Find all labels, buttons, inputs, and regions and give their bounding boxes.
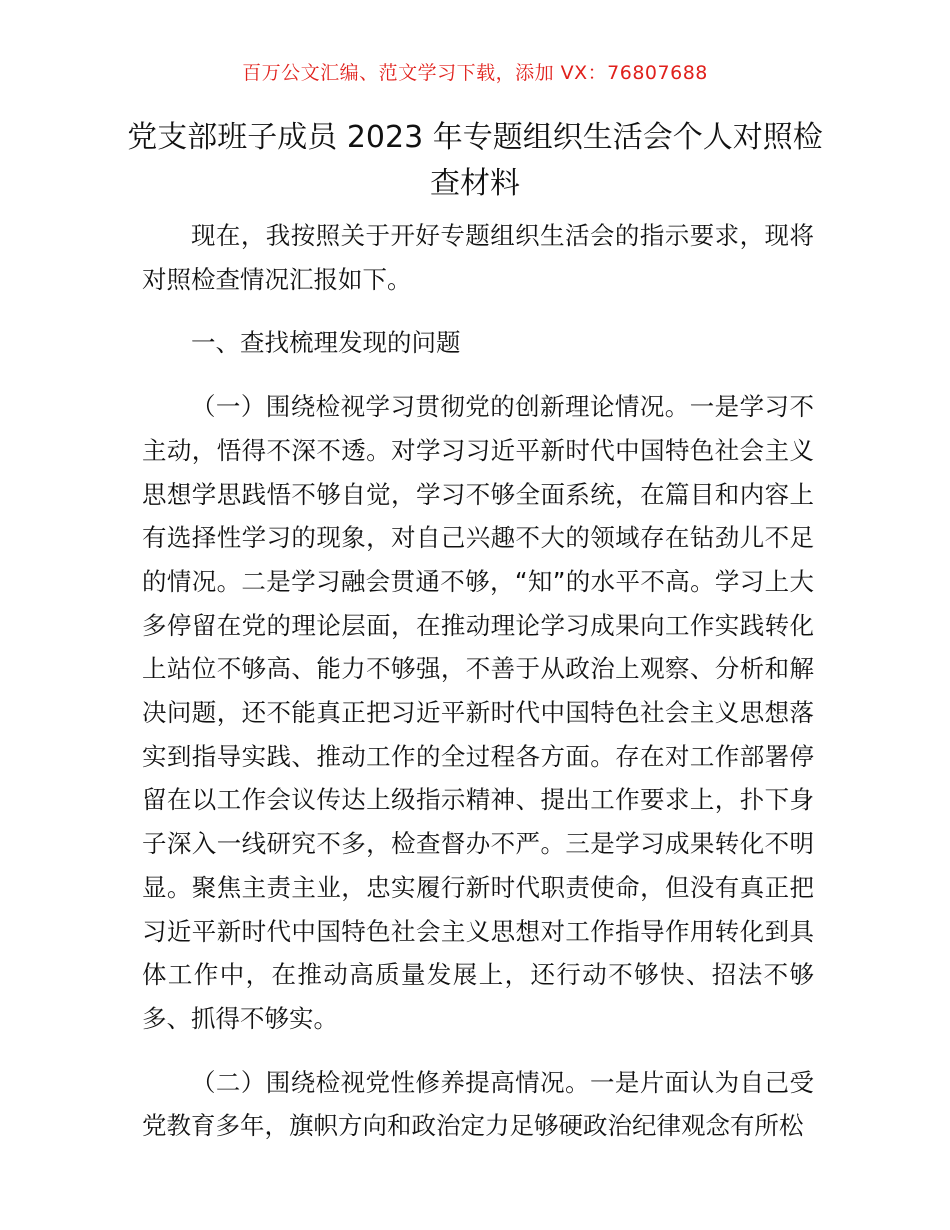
document-title: 党支部班子成员 2023 年专题组织生活会个人对照检查材料 bbox=[127, 120, 823, 201]
document-body bbox=[142, 214, 814, 1148]
section-heading: 一、查找梳理发现的问题 bbox=[191, 328, 461, 358]
body-paragraph: （一）围绕检视学习贯彻党的创新理论情况。一是学习不主动，悟得不深不透。对学习习近平新时代中国特色社会主义思想学思践悟不够自觉，学习不够全面系统，在篇目和内容上有选择性学习的现象，对自己兴趣不大的领域存在钻劲儿不足的情况。二是学习融会贯通不够，“知”的水平不高。学习上大多停留在党的理论层面，在推动理论学习成果向工作实践转化上站位不够高、能力不够强，不善于从政治上观察、分析和解决问题，还不能真正把习近平新时代中国特色社会主义思想落实到指导实践、推动工作的全过程各方面。存在对工作部署停留在以工作会议传达上级指示精神、提出工作要求上，扑下身子深入一线研究不多，检查督办不严。三是学习成果转化不明显。聚焦主责主业，忠实履行新时代职责使命，但没有真正把习近平新时代中国特色社会主义思想对工作指导作用转化到具体工作中，在推动高质量发展上，还行动不够快、招法不够多、抓得不够实。 bbox=[142, 392, 814, 1033]
body-paragraph: （二）围绕检视党性修养提高情况。一是片面认为自己受党教育多年，旗帜方向和政治定力足够硬政治纪律观念有所松 bbox=[142, 1067, 814, 1141]
intro-paragraph: 现在，我按照关于开好专题组织生活会的指示要求，现将对照检查情况汇报如下。 bbox=[142, 221, 814, 294]
watermark-banner: 百万公文汇编、范文学习下载，添加 VX：76807688 bbox=[242, 62, 708, 84]
